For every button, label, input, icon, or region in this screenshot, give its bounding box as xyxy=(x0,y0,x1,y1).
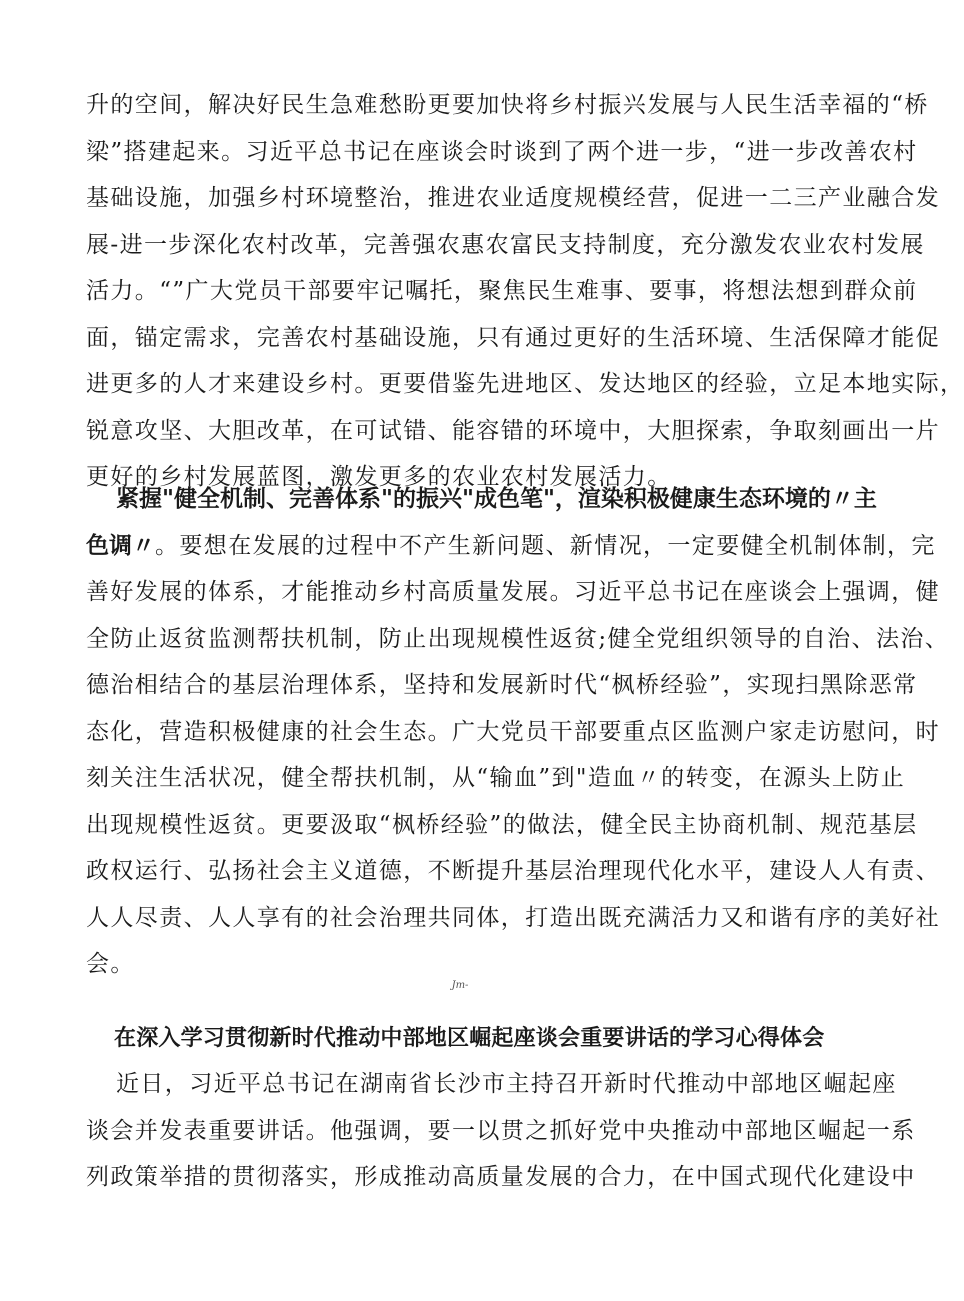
article-title: 在深入学习贯彻新时代推动中部地区崛起座谈会重要讲话的学习心得体会 xyxy=(114,1026,825,1051)
text-line: 政权运行、弘扬社会主义道德，不断提升基层治理现代化水平，建设人人有责、 xyxy=(86,858,940,884)
text-line: 列政策举措的贯彻落实，形成推动高质量发展的合力，在中国式现代化建设中 xyxy=(86,1164,916,1190)
text-line: 更好的乡村发展蓝图，激发更多的农业农村发展活力。 xyxy=(86,464,672,490)
text-line: 全防止返贫监测帮扶机制，防止出现规模性返贫;健全党组织领导的自治、法治、 xyxy=(86,625,950,652)
page-marker: Jm- xyxy=(451,980,469,991)
text-line: 刻关注生活状况，健全帮扶机制，从“输血”到"造血〃的转变，在源头上防止 xyxy=(86,765,906,791)
text-line: 态化，营造积极健康的社会生态。广大党员干部要重点区监测户家走访慰问，时 xyxy=(86,718,940,745)
section-heading-tail: 色调〃 xyxy=(86,532,155,559)
text-line: 谈会并发表重要讲话。他强调，要一以贯之抓好党中央推动中部地区崛起一系 xyxy=(86,1117,916,1144)
text-line: 展-进一步深化农村改革，完善强农惠农富民支持制度，充分激发农业农村发展 xyxy=(86,231,925,258)
article-intro xyxy=(86,1061,916,1201)
text-line: 进更多的人才来建设乡村。更要借鉴先进地区、发达地区的经验，立足本地实际， xyxy=(86,371,964,397)
text-line: 基础设施，加强乡村环境整治，推进农业适度规模经营，促进一二三产业融合发 xyxy=(86,185,940,211)
text-line: 梁”搭建起来。习近平总书记在座谈会时谈到了两个进一步，“进一步改善农村 xyxy=(86,138,918,165)
section-heading-line: 紧握"健全机制、完善体系"的振兴"成色笔"，渲染积极健康生态环境的〃主 xyxy=(116,486,877,512)
text-line: 活力。“”广大党员干部要牢记嘱托，聚焦民生难事、要事，将想法想到群众前 xyxy=(86,278,918,304)
text-line: 面，锚定需求，完善农村基础设施，只有通过更好的生活环境、生活保障才能促 xyxy=(86,324,940,351)
text-line-rest: 。要想在发展的过程中不产生新问题、新情况，一定要健全机制体制，完 xyxy=(155,532,936,559)
article-title-block xyxy=(114,1016,868,1063)
text-line: 人人尽责、人人享有的社会治理共同体，打造出既充满活力又和谐有序的美好社 xyxy=(86,904,940,931)
text-line: 近日，习近平总书记在湖南省长沙市主持召开新时代推动中部地区崛起座 xyxy=(116,1071,897,1097)
text-line: 会。 xyxy=(86,951,135,977)
paragraph-rural-bridge xyxy=(86,82,964,501)
text-line: 锐意攻坚、大胆改革，在可试错、能容错的环境中，大胆探索，争取刻画出一片 xyxy=(86,417,940,444)
text-line: 德治相结合的基层治理体系，坚持和发展新时代“枫桥经验”，实现扫黑除恶常 xyxy=(86,672,918,698)
text-line xyxy=(86,523,936,570)
text-line: 出现规模性返贫。更要汲取“枫桥经验”的做法，健全民主协商机制、规范基层 xyxy=(86,811,918,838)
text-line: 善好发展的体系，才能推动乡村高质量发展。习近平总书记在座谈会上强调，健 xyxy=(86,579,940,605)
text-line: 升的空间，解决好民生急难愁盼更要加快将乡村振兴发展与人民生活幸福的“桥 xyxy=(86,92,929,118)
paragraph-governance xyxy=(86,476,950,988)
